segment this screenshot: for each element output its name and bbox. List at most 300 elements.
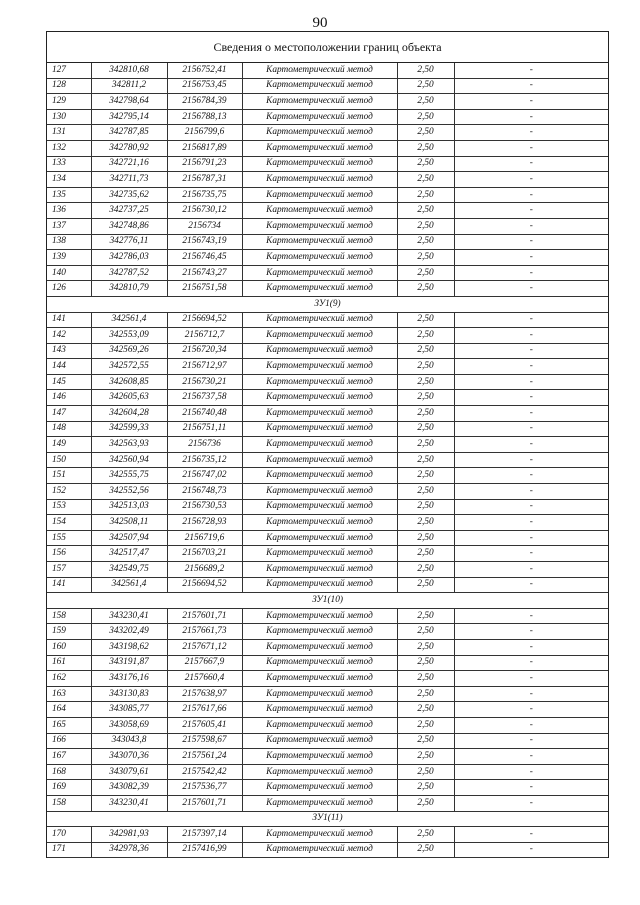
coord-y-cell: 2157660,4 bbox=[167, 671, 242, 687]
method-cell: Картометрический метод bbox=[242, 390, 397, 406]
table-row bbox=[47, 421, 608, 437]
coord-y-cell: 2156751,58 bbox=[167, 281, 242, 297]
coord-x-cell: 342787,52 bbox=[91, 265, 167, 281]
coord-x-cell: 342517,47 bbox=[91, 546, 167, 562]
table-row bbox=[47, 671, 608, 687]
accuracy-cell: 2,50 bbox=[397, 624, 454, 640]
point-number-cell: 163 bbox=[47, 686, 91, 702]
table-row bbox=[47, 63, 608, 78]
method-cell: Картометрический метод bbox=[242, 343, 397, 359]
table-row bbox=[47, 437, 608, 453]
table-row bbox=[47, 639, 608, 655]
table-row bbox=[47, 172, 608, 188]
method-cell: Картометрический метод bbox=[242, 63, 397, 78]
method-cell: Картометрический метод bbox=[242, 452, 397, 468]
method-cell: Картометрический метод bbox=[242, 764, 397, 780]
point-number-cell: 157 bbox=[47, 562, 91, 578]
description-cell: - bbox=[454, 125, 608, 141]
description-cell: - bbox=[454, 140, 608, 156]
coord-y-cell: 2156703,21 bbox=[167, 546, 242, 562]
table-row bbox=[47, 686, 608, 702]
accuracy-cell: 2,50 bbox=[397, 702, 454, 718]
coord-y-cell: 2156735,12 bbox=[167, 452, 242, 468]
coord-x-cell: 343191,87 bbox=[91, 655, 167, 671]
accuracy-cell: 2,50 bbox=[397, 686, 454, 702]
method-cell: Картометрический метод bbox=[242, 281, 397, 297]
coord-y-cell: 2157542,42 bbox=[167, 764, 242, 780]
description-cell: - bbox=[454, 702, 608, 718]
description-cell: - bbox=[454, 562, 608, 578]
coordinates-table-body bbox=[47, 63, 608, 858]
coord-x-cell: 342711,73 bbox=[91, 172, 167, 188]
coord-x-cell: 343043,8 bbox=[91, 733, 167, 749]
method-cell: Картометрический метод bbox=[242, 702, 397, 718]
coord-y-cell: 2156787,31 bbox=[167, 172, 242, 188]
point-number-cell: 154 bbox=[47, 515, 91, 531]
coord-x-cell: 342721,16 bbox=[91, 156, 167, 172]
coord-y-cell: 2156748,73 bbox=[167, 484, 242, 500]
table-row bbox=[47, 328, 608, 344]
point-number-cell: 165 bbox=[47, 717, 91, 733]
point-number-cell: 156 bbox=[47, 546, 91, 562]
method-cell: Картометрический метод bbox=[242, 686, 397, 702]
accuracy-cell: 2,50 bbox=[397, 359, 454, 375]
coord-y-cell: 2156736 bbox=[167, 437, 242, 453]
coord-y-cell: 2156735,75 bbox=[167, 187, 242, 203]
point-number-cell: 147 bbox=[47, 406, 91, 422]
coord-x-cell: 342507,94 bbox=[91, 530, 167, 546]
accuracy-cell: 2,50 bbox=[397, 94, 454, 110]
table-row bbox=[47, 780, 608, 796]
coord-y-cell: 2156730,21 bbox=[167, 374, 242, 390]
point-number-cell: 134 bbox=[47, 172, 91, 188]
coord-x-cell: 342608,85 bbox=[91, 374, 167, 390]
coord-y-cell: 2156743,19 bbox=[167, 234, 242, 250]
table-title: Сведения о местоположении границ объекта bbox=[47, 32, 608, 63]
table-row bbox=[47, 250, 608, 266]
table-row bbox=[47, 203, 608, 219]
point-number-cell: 130 bbox=[47, 109, 91, 125]
accuracy-cell: 2,50 bbox=[397, 218, 454, 234]
coord-x-cell: 342605,63 bbox=[91, 390, 167, 406]
method-cell: Картометрический метод bbox=[242, 406, 397, 422]
method-cell: Картометрический метод bbox=[242, 608, 397, 624]
description-cell: - bbox=[454, 780, 608, 796]
method-cell: Картометрический метод bbox=[242, 530, 397, 546]
accuracy-cell: 2,50 bbox=[397, 608, 454, 624]
point-number-cell: 126 bbox=[47, 281, 91, 297]
point-number-cell: 169 bbox=[47, 780, 91, 796]
coord-y-cell: 2156817,89 bbox=[167, 140, 242, 156]
description-cell: - bbox=[454, 156, 608, 172]
accuracy-cell: 2,50 bbox=[397, 842, 454, 858]
coord-y-cell: 2156747,02 bbox=[167, 468, 242, 484]
table-row bbox=[47, 468, 608, 484]
accuracy-cell: 2,50 bbox=[397, 156, 454, 172]
coord-x-cell: 342563,93 bbox=[91, 437, 167, 453]
coord-x-cell: 343058,69 bbox=[91, 717, 167, 733]
point-number-cell: 139 bbox=[47, 250, 91, 266]
method-cell: Картометрический метод bbox=[242, 156, 397, 172]
description-cell: - bbox=[454, 390, 608, 406]
accuracy-cell: 2,50 bbox=[397, 499, 454, 515]
method-cell: Картометрический метод bbox=[242, 250, 397, 266]
point-number-cell: 143 bbox=[47, 343, 91, 359]
description-cell: - bbox=[454, 421, 608, 437]
page-number: 90 bbox=[312, 15, 328, 31]
method-cell: Картометрический метод bbox=[242, 187, 397, 203]
accuracy-cell: 2,50 bbox=[397, 265, 454, 281]
method-cell: Картометрический метод bbox=[242, 780, 397, 796]
point-number-cell: 137 bbox=[47, 218, 91, 234]
coord-x-cell: 342795,14 bbox=[91, 109, 167, 125]
coord-y-cell: 2156712,7 bbox=[167, 328, 242, 344]
method-cell: Картометрический метод bbox=[242, 733, 397, 749]
table-row bbox=[47, 717, 608, 733]
accuracy-cell: 2,50 bbox=[397, 250, 454, 266]
method-cell: Картометрический метод bbox=[242, 374, 397, 390]
method-cell: Картометрический метод bbox=[242, 749, 397, 765]
point-number-cell: 141 bbox=[47, 312, 91, 328]
point-number-cell: 170 bbox=[47, 827, 91, 843]
coord-y-cell: 2156734 bbox=[167, 218, 242, 234]
accuracy-cell: 2,50 bbox=[397, 780, 454, 796]
point-number-cell: 153 bbox=[47, 499, 91, 515]
section-row bbox=[47, 811, 608, 827]
coordinates-table bbox=[47, 63, 608, 858]
description-cell: - bbox=[454, 281, 608, 297]
description-cell: - bbox=[454, 499, 608, 515]
table-row bbox=[47, 140, 608, 156]
method-cell: Картометрический метод bbox=[242, 624, 397, 640]
coord-x-cell: 343198,62 bbox=[91, 639, 167, 655]
coord-x-cell: 342811,2 bbox=[91, 78, 167, 94]
coord-y-cell: 2156746,45 bbox=[167, 250, 242, 266]
table-row bbox=[47, 452, 608, 468]
method-cell: Картометрический метод bbox=[242, 421, 397, 437]
coord-y-cell: 2156743,27 bbox=[167, 265, 242, 281]
accuracy-cell: 2,50 bbox=[397, 795, 454, 811]
method-cell: Картометрический метод bbox=[242, 546, 397, 562]
method-cell: Картометрический метод bbox=[242, 499, 397, 515]
coord-y-cell: 2156740,48 bbox=[167, 406, 242, 422]
table-row bbox=[47, 281, 608, 297]
table-row bbox=[47, 608, 608, 624]
table-row bbox=[47, 655, 608, 671]
table-row bbox=[47, 125, 608, 141]
coord-y-cell: 2156752,41 bbox=[167, 63, 242, 78]
description-cell: - bbox=[454, 328, 608, 344]
point-number-cell: 168 bbox=[47, 764, 91, 780]
coord-x-cell: 342604,28 bbox=[91, 406, 167, 422]
coord-x-cell: 342810,79 bbox=[91, 281, 167, 297]
coord-y-cell: 2157661,73 bbox=[167, 624, 242, 640]
description-cell: - bbox=[454, 172, 608, 188]
table-row bbox=[47, 764, 608, 780]
coord-y-cell: 2156730,53 bbox=[167, 499, 242, 515]
description-cell: - bbox=[454, 374, 608, 390]
section-label: ЗУ1(11) bbox=[47, 811, 608, 827]
method-cell: Картометрический метод bbox=[242, 842, 397, 858]
method-cell: Картометрический метод bbox=[242, 562, 397, 578]
table-row bbox=[47, 562, 608, 578]
description-cell: - bbox=[454, 94, 608, 110]
point-number-cell: 162 bbox=[47, 671, 91, 687]
description-cell: - bbox=[454, 203, 608, 219]
table-row bbox=[47, 312, 608, 328]
point-number-cell: 151 bbox=[47, 468, 91, 484]
point-number-cell: 133 bbox=[47, 156, 91, 172]
table-row bbox=[47, 94, 608, 110]
accuracy-cell: 2,50 bbox=[397, 671, 454, 687]
method-cell: Картометрический метод bbox=[242, 203, 397, 219]
coord-y-cell: 2156719,6 bbox=[167, 530, 242, 546]
table-row bbox=[47, 749, 608, 765]
coord-x-cell: 343202,49 bbox=[91, 624, 167, 640]
table-row bbox=[47, 187, 608, 203]
accuracy-cell: 2,50 bbox=[397, 655, 454, 671]
table-row bbox=[47, 624, 608, 640]
accuracy-cell: 2,50 bbox=[397, 577, 454, 593]
method-cell: Картометрический метод bbox=[242, 468, 397, 484]
description-cell: - bbox=[454, 717, 608, 733]
accuracy-cell: 2,50 bbox=[397, 78, 454, 94]
table-row bbox=[47, 359, 608, 375]
description-cell: - bbox=[454, 733, 608, 749]
coord-x-cell: 342776,11 bbox=[91, 234, 167, 250]
coord-y-cell: 2157617,66 bbox=[167, 702, 242, 718]
table-row bbox=[47, 499, 608, 515]
table-row bbox=[47, 530, 608, 546]
table-row bbox=[47, 577, 608, 593]
method-cell: Картометрический метод bbox=[242, 140, 397, 156]
method-cell: Картометрический метод bbox=[242, 484, 397, 500]
table-row bbox=[47, 546, 608, 562]
accuracy-cell: 2,50 bbox=[397, 328, 454, 344]
accuracy-cell: 2,50 bbox=[397, 281, 454, 297]
description-cell: - bbox=[454, 468, 608, 484]
coord-y-cell: 2156712,97 bbox=[167, 359, 242, 375]
point-number-cell: 171 bbox=[47, 842, 91, 858]
method-cell: Картометрический метод bbox=[242, 577, 397, 593]
point-number-cell: 136 bbox=[47, 203, 91, 219]
boundary-table-sheet bbox=[46, 31, 609, 858]
section-label: ЗУ1(9) bbox=[47, 296, 608, 312]
coord-x-cell: 342572,55 bbox=[91, 359, 167, 375]
accuracy-cell: 2,50 bbox=[397, 515, 454, 531]
coord-y-cell: 2157416,99 bbox=[167, 842, 242, 858]
coord-x-cell: 343176,16 bbox=[91, 671, 167, 687]
coord-x-cell: 342748,86 bbox=[91, 218, 167, 234]
point-number-cell: 152 bbox=[47, 484, 91, 500]
coord-y-cell: 2156694,52 bbox=[167, 312, 242, 328]
coord-y-cell: 2156799,6 bbox=[167, 125, 242, 141]
method-cell: Картометрический метод bbox=[242, 655, 397, 671]
coord-x-cell: 342513,03 bbox=[91, 499, 167, 515]
table-row bbox=[47, 842, 608, 858]
point-number-cell: 146 bbox=[47, 390, 91, 406]
table-row bbox=[47, 827, 608, 843]
method-cell: Картометрический метод bbox=[242, 94, 397, 110]
description-cell: - bbox=[454, 515, 608, 531]
method-cell: Картометрический метод bbox=[242, 795, 397, 811]
description-cell: - bbox=[454, 218, 608, 234]
coord-x-cell: 342787,85 bbox=[91, 125, 167, 141]
method-cell: Картометрический метод bbox=[242, 717, 397, 733]
method-cell: Картометрический метод bbox=[242, 639, 397, 655]
point-number-cell: 158 bbox=[47, 795, 91, 811]
accuracy-cell: 2,50 bbox=[397, 452, 454, 468]
method-cell: Картометрический метод bbox=[242, 359, 397, 375]
accuracy-cell: 2,50 bbox=[397, 390, 454, 406]
description-cell: - bbox=[454, 406, 608, 422]
description-cell: - bbox=[454, 312, 608, 328]
accuracy-cell: 2,50 bbox=[397, 406, 454, 422]
description-cell: - bbox=[454, 265, 608, 281]
description-cell: - bbox=[454, 827, 608, 843]
coord-y-cell: 2156720,34 bbox=[167, 343, 242, 359]
description-cell: - bbox=[454, 655, 608, 671]
point-number-cell: 150 bbox=[47, 452, 91, 468]
accuracy-cell: 2,50 bbox=[397, 421, 454, 437]
method-cell: Картометрический метод bbox=[242, 312, 397, 328]
description-cell: - bbox=[454, 234, 608, 250]
description-cell: - bbox=[454, 577, 608, 593]
coord-x-cell: 343230,41 bbox=[91, 795, 167, 811]
description-cell: - bbox=[454, 530, 608, 546]
coord-y-cell: 2157397,14 bbox=[167, 827, 242, 843]
description-cell: - bbox=[454, 343, 608, 359]
description-cell: - bbox=[454, 795, 608, 811]
coord-y-cell: 2156791,23 bbox=[167, 156, 242, 172]
coord-y-cell: 2156784,39 bbox=[167, 94, 242, 110]
coord-x-cell: 342599,33 bbox=[91, 421, 167, 437]
section-row bbox=[47, 593, 608, 609]
table-row bbox=[47, 515, 608, 531]
coord-x-cell: 342549,75 bbox=[91, 562, 167, 578]
coord-y-cell: 2156737,58 bbox=[167, 390, 242, 406]
accuracy-cell: 2,50 bbox=[397, 109, 454, 125]
accuracy-cell: 2,50 bbox=[397, 717, 454, 733]
accuracy-cell: 2,50 bbox=[397, 639, 454, 655]
point-number-cell: 127 bbox=[47, 63, 91, 78]
point-number-cell: 167 bbox=[47, 749, 91, 765]
point-number-cell: 131 bbox=[47, 125, 91, 141]
coord-y-cell: 2157561,24 bbox=[167, 749, 242, 765]
table-row bbox=[47, 265, 608, 281]
accuracy-cell: 2,50 bbox=[397, 187, 454, 203]
coord-x-cell: 342552,56 bbox=[91, 484, 167, 500]
accuracy-cell: 2,50 bbox=[397, 530, 454, 546]
description-cell: - bbox=[454, 484, 608, 500]
coord-y-cell: 2157601,71 bbox=[167, 608, 242, 624]
description-cell: - bbox=[454, 671, 608, 687]
table-row bbox=[47, 343, 608, 359]
table-row bbox=[47, 109, 608, 125]
coord-x-cell: 343230,41 bbox=[91, 608, 167, 624]
accuracy-cell: 2,50 bbox=[397, 343, 454, 359]
coord-y-cell: 2156728,93 bbox=[167, 515, 242, 531]
section-row bbox=[47, 296, 608, 312]
point-number-cell: 158 bbox=[47, 608, 91, 624]
description-cell: - bbox=[454, 63, 608, 78]
coord-x-cell: 342735,62 bbox=[91, 187, 167, 203]
coord-x-cell: 343085,77 bbox=[91, 702, 167, 718]
coord-y-cell: 2157598,67 bbox=[167, 733, 242, 749]
point-number-cell: 155 bbox=[47, 530, 91, 546]
coord-x-cell: 343082,39 bbox=[91, 780, 167, 796]
coord-x-cell: 342810,68 bbox=[91, 63, 167, 78]
description-cell: - bbox=[454, 78, 608, 94]
point-number-cell: 129 bbox=[47, 94, 91, 110]
coord-y-cell: 2157536,77 bbox=[167, 780, 242, 796]
table-row bbox=[47, 702, 608, 718]
description-cell: - bbox=[454, 109, 608, 125]
method-cell: Картометрический метод bbox=[242, 172, 397, 188]
accuracy-cell: 2,50 bbox=[397, 827, 454, 843]
point-number-cell: 142 bbox=[47, 328, 91, 344]
method-cell: Картометрический метод bbox=[242, 265, 397, 281]
table-row bbox=[47, 484, 608, 500]
accuracy-cell: 2,50 bbox=[397, 312, 454, 328]
point-number-cell: 144 bbox=[47, 359, 91, 375]
method-cell: Картометрический метод bbox=[242, 515, 397, 531]
table-row bbox=[47, 374, 608, 390]
accuracy-cell: 2,50 bbox=[397, 484, 454, 500]
point-number-cell: 166 bbox=[47, 733, 91, 749]
coord-y-cell: 2156694,52 bbox=[167, 577, 242, 593]
coord-x-cell: 342569,26 bbox=[91, 343, 167, 359]
coord-x-cell: 342561,4 bbox=[91, 312, 167, 328]
description-cell: - bbox=[454, 546, 608, 562]
coord-x-cell: 342737,25 bbox=[91, 203, 167, 219]
coord-x-cell: 342978,36 bbox=[91, 842, 167, 858]
coord-y-cell: 2157667,9 bbox=[167, 655, 242, 671]
method-cell: Картометрический метод bbox=[242, 671, 397, 687]
point-number-cell: 148 bbox=[47, 421, 91, 437]
point-number-cell: 160 bbox=[47, 639, 91, 655]
coord-y-cell: 2156689,2 bbox=[167, 562, 242, 578]
section-label: ЗУ1(10) bbox=[47, 593, 608, 609]
point-number-cell: 138 bbox=[47, 234, 91, 250]
coord-x-cell: 342561,4 bbox=[91, 577, 167, 593]
description-cell: - bbox=[454, 250, 608, 266]
accuracy-cell: 2,50 bbox=[397, 203, 454, 219]
coord-y-cell: 2157671,12 bbox=[167, 639, 242, 655]
description-cell: - bbox=[454, 187, 608, 203]
point-number-cell: 128 bbox=[47, 78, 91, 94]
point-number-cell: 135 bbox=[47, 187, 91, 203]
accuracy-cell: 2,50 bbox=[397, 374, 454, 390]
coord-y-cell: 2157605,41 bbox=[167, 717, 242, 733]
coord-y-cell: 2156730,12 bbox=[167, 203, 242, 219]
description-cell: - bbox=[454, 842, 608, 858]
coord-x-cell: 342981,93 bbox=[91, 827, 167, 843]
coord-x-cell: 342780,92 bbox=[91, 140, 167, 156]
accuracy-cell: 2,50 bbox=[397, 562, 454, 578]
coord-x-cell: 343070,36 bbox=[91, 749, 167, 765]
method-cell: Картометрический метод bbox=[242, 827, 397, 843]
coord-y-cell: 2156753,45 bbox=[167, 78, 242, 94]
coord-x-cell: 342553,09 bbox=[91, 328, 167, 344]
accuracy-cell: 2,50 bbox=[397, 733, 454, 749]
description-cell: - bbox=[454, 437, 608, 453]
table-row bbox=[47, 406, 608, 422]
description-cell: - bbox=[454, 608, 608, 624]
coord-y-cell: 2157601,71 bbox=[167, 795, 242, 811]
point-number-cell: 140 bbox=[47, 265, 91, 281]
accuracy-cell: 2,50 bbox=[397, 140, 454, 156]
